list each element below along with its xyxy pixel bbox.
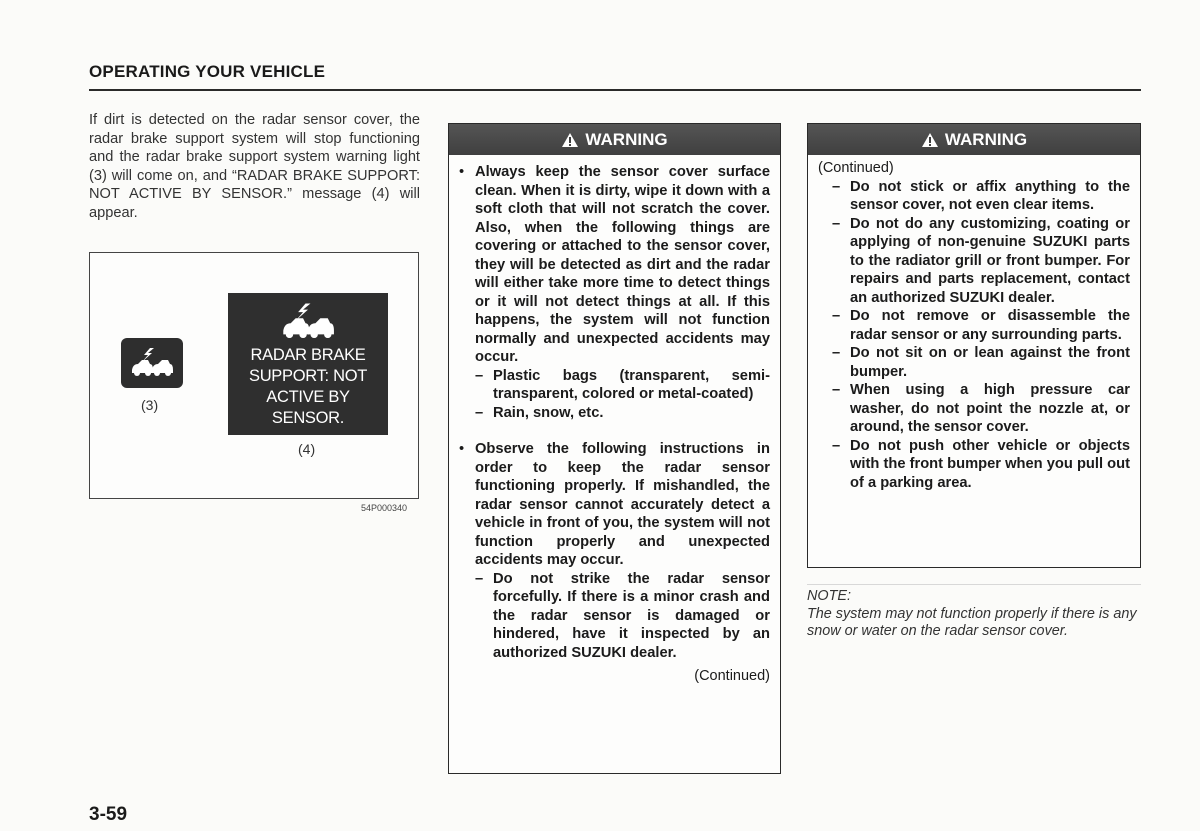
intro-paragraph: If dirt is detected on the radar sensor cover, the radar brake support system will stop functioning and the radar brake support system warning light (3) will come on, and “RADAR BRAKE SUPPORT: NOT ACTIVE BY SENSOR.” message (4) will appear.	[89, 112, 420, 221]
note-rule	[807, 584, 1141, 585]
radar-brake-icon	[130, 346, 174, 380]
dash-mark: –	[832, 382, 841, 398]
section-title: OPERATING YOUR VEHICLE	[89, 62, 326, 81]
figure-label-3: (3)	[141, 397, 159, 413]
dash-text: Do not stick or affix anything to the sensor cover, not even clear items.	[850, 178, 1130, 213]
note-text: The system may not function properly if there is any snow or water on the radar sensor cover.	[807, 605, 1137, 639]
display-message	[249, 345, 367, 429]
info-display-panel	[228, 293, 388, 435]
figure-code: 54P000340	[361, 503, 408, 513]
dash-mark: –	[832, 437, 841, 454]
figure-label-4: (4)	[298, 441, 316, 457]
dash-mark: –	[475, 367, 484, 384]
dash-mark: –	[832, 215, 841, 232]
dash-text: Do not do any customizing, coating or applying of non-genuine SUZUKI parts to the radiator grill or front bumper. For repairs and parts replacement, contact an authorized SUZUKI dealer.	[850, 215, 1130, 306]
sub-item	[832, 307, 1130, 344]
display-line: SENSOR.	[271, 409, 345, 427]
bullet-text: Always keep the sensor cover surface clean. When it is dirty, wipe it down with a soft cloth that will not scratch the cover. Also, when the following things are covering or attached to the sensor cover, they will be detected as dirt and the radar will either take more time to detect things or it will not detect things at all. If this happens, the system will not function normally and unexpected accidents may occur.	[475, 164, 770, 365]
warning-box-2	[807, 123, 1141, 568]
warning-title: WARNING	[944, 129, 1028, 149]
list-item	[459, 163, 770, 422]
list-item	[459, 440, 770, 662]
note	[807, 588, 1141, 641]
dash-text: Do not strike the radar sensor forcefully. If there is a minor crash and the radar sensor is damaged or hindered, have it inspected by an authorized SUZUKI dealer.	[493, 570, 770, 661]
dash-mark: –	[475, 404, 484, 421]
sub-item	[475, 367, 770, 404]
warning-header	[449, 124, 780, 155]
dash-mark: –	[832, 178, 841, 195]
dash-mark: –	[832, 345, 841, 361]
sub-item	[832, 344, 1130, 381]
display-line: SUPPORT: NOT	[248, 367, 368, 385]
warning-title: WARNING	[585, 129, 668, 149]
figure-box	[89, 252, 419, 499]
sub-item	[832, 437, 1130, 493]
dash-text: Plastic bags (transparent, semi-transparent, colored or metal-coated)	[493, 367, 770, 402]
spacer	[459, 422, 770, 440]
warning-body	[808, 155, 1140, 496]
continued-label: (Continued)	[818, 160, 894, 176]
sub-item	[832, 381, 1130, 437]
warning-header	[808, 124, 1140, 155]
dash-text: Do not remove or disassemble the radar sensor or any surrounding parts.	[850, 308, 1130, 343]
page-number: 3-59	[89, 804, 128, 825]
bullet-text: Observe the following instructions in order to keep the radar sensor functioning properly. If mishandled, the radar sensor cannot accurately detect a vehicle in front of you, the system will not function properly and unexpected accidents may occur.	[475, 441, 770, 568]
sub-item	[832, 215, 1130, 308]
note-label: NOTE:	[807, 588, 851, 604]
dash-text: Do not sit on or lean against the front bumper.	[850, 345, 1130, 380]
radar-brake-warning-light	[121, 338, 183, 388]
bullet-content	[475, 440, 770, 662]
warning-body	[449, 155, 780, 690]
dash-mark: –	[475, 570, 484, 587]
display-line: RADAR BRAKE	[250, 346, 366, 364]
dash-text: Rain, snow, etc.	[493, 404, 604, 421]
warning-triangle-icon	[561, 132, 579, 148]
bullet-mark: •	[459, 441, 465, 457]
sub-list	[818, 178, 1130, 493]
dash-text: When using a high pressure car washer, do not point the nozzle at, or around, the sensor cover.	[850, 382, 1130, 435]
bullet-content	[475, 163, 770, 422]
warning-triangle-icon	[921, 132, 939, 148]
radar-brake-icon	[278, 301, 338, 343]
sub-item	[832, 178, 1130, 215]
warning-box-1	[448, 123, 781, 774]
display-line: ACTIVE BY	[266, 388, 350, 406]
dash-mark: –	[832, 308, 841, 324]
dash-text: Do not push other vehicle or objects with the front bumper when you pull out of a parking area.	[850, 437, 1130, 491]
title-rule	[89, 89, 1141, 91]
bullet-mark: •	[459, 164, 465, 180]
sub-item	[475, 570, 770, 663]
sub-item	[475, 404, 770, 423]
continued-label: (Continued)	[694, 668, 770, 684]
